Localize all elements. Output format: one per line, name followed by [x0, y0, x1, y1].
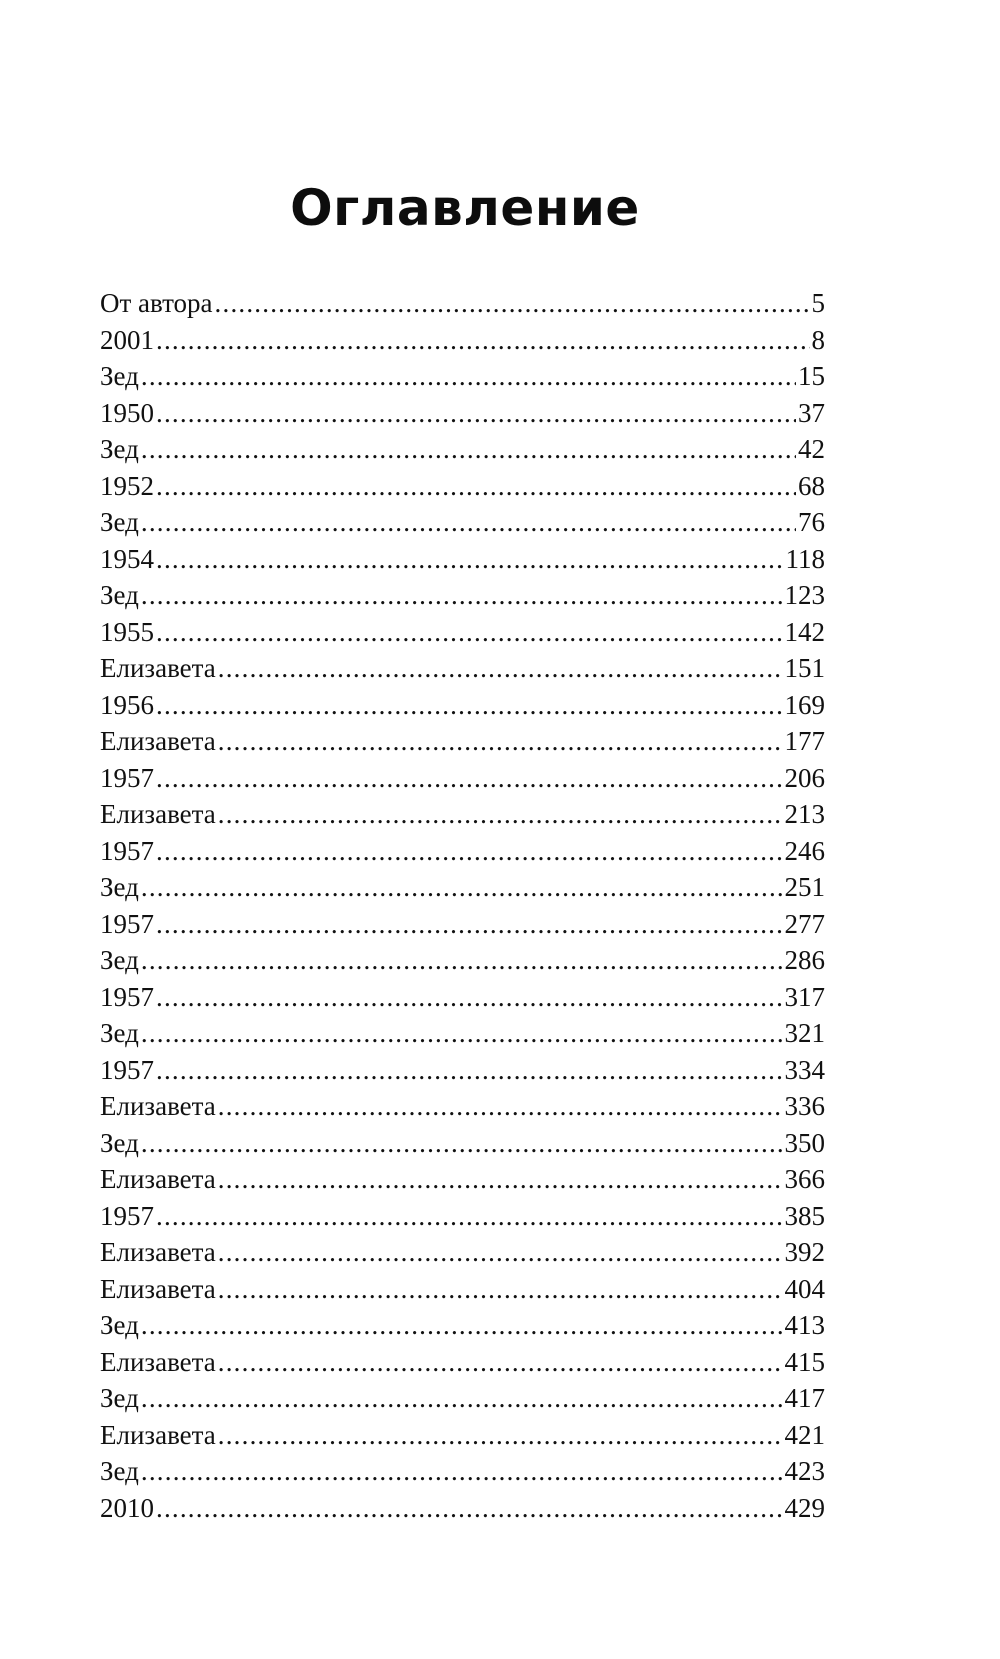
toc-entry-label: От автора [100, 288, 213, 318]
toc-entry [100, 504, 825, 541]
toc-entry-label: Зед [100, 580, 139, 610]
toc-entry-page-number: 417 [784, 1383, 825, 1413]
dot-leader [141, 504, 796, 541]
toc-entry-page-number: 76 [798, 507, 825, 537]
toc-entry-label: Елизавета [100, 1273, 216, 1304]
toc-entry-page-number: 123 [784, 580, 825, 610]
toc-entry-page-number: 350 [784, 1127, 825, 1158]
toc-entry-label: 1957 [100, 762, 154, 793]
toc-entry-label: Зед [100, 507, 139, 537]
toc-entry [100, 358, 825, 395]
dot-leader [218, 1088, 783, 1125]
toc-entry-label: Зед [100, 1018, 139, 1048]
toc-entry [100, 1307, 825, 1344]
toc-entry-page-number: 142 [784, 616, 825, 647]
toc-entry-page-number: 404 [784, 1273, 825, 1304]
toc-entry [100, 650, 825, 687]
toc-entry-page-number: 246 [784, 835, 825, 866]
toc-entry-label: Елизавета [100, 1164, 216, 1194]
toc-entry-page-number: 206 [784, 762, 825, 793]
toc-entry-label: 2001 [100, 324, 154, 355]
toc-entry-page-number: 413 [784, 1310, 825, 1340]
dot-leader [156, 322, 810, 359]
toc-entry [100, 796, 825, 833]
toc-entry-label: 1957 [100, 835, 154, 866]
toc-entry-label: Зед [100, 434, 139, 464]
toc-entry-label: Елизавета [100, 1091, 216, 1121]
toc-entry [100, 395, 825, 432]
toc-entry-label: 1956 [100, 689, 154, 720]
dot-leader [141, 358, 796, 395]
dot-leader [141, 1380, 783, 1417]
toc-entry [100, 1271, 825, 1308]
dot-leader [141, 942, 783, 979]
toc-entry [100, 541, 825, 578]
toc-entry [100, 285, 825, 322]
dot-leader [141, 1125, 783, 1162]
toc-entry [100, 1490, 825, 1527]
dot-leader [156, 395, 796, 432]
toc-entry-page-number: 8 [811, 324, 825, 355]
toc-entry-page-number: 37 [798, 397, 825, 428]
toc-entry-page-number: 118 [785, 543, 825, 574]
toc-entry [100, 723, 825, 760]
toc-entry [100, 1015, 825, 1052]
toc-entry-label: 1957 [100, 981, 154, 1012]
toc-entry-label: Зед [100, 1456, 139, 1486]
toc-entry-page-number: 423 [784, 1456, 825, 1486]
toc-entry [100, 577, 825, 614]
toc-entry-page-number: 334 [784, 1054, 825, 1085]
toc-entry [100, 1344, 825, 1381]
toc-entry [100, 942, 825, 979]
toc-entry-page-number: 68 [798, 470, 825, 501]
toc-entry-label: Зед [100, 1127, 139, 1158]
dot-leader [141, 431, 796, 468]
toc-entry [100, 906, 825, 943]
toc-entry-page-number: 5 [811, 288, 825, 318]
toc-entry [100, 1125, 825, 1162]
dot-leader [156, 1198, 783, 1235]
toc-entry [100, 431, 825, 468]
dot-leader [218, 1161, 783, 1198]
toc-entry-page-number: 421 [784, 1419, 825, 1450]
toc-entry [100, 1417, 825, 1454]
toc-entry-page-number: 385 [784, 1200, 825, 1231]
toc-entry-label: Зед [100, 361, 139, 391]
dot-leader [156, 979, 783, 1016]
toc-entry-page-number: 366 [784, 1164, 825, 1194]
toc-entry-page-number: 415 [784, 1346, 825, 1377]
dot-leader [156, 468, 796, 505]
dot-leader [156, 614, 783, 651]
toc-entry-label: 1957 [100, 1054, 154, 1085]
toc-entry-label: 1950 [100, 397, 154, 428]
dot-leader [141, 577, 783, 614]
dot-leader [141, 1307, 783, 1344]
toc-entry-label: Зед [100, 1310, 139, 1340]
table-of-contents [100, 285, 825, 1526]
toc-entry [100, 1198, 825, 1235]
toc-entry-label: 1952 [100, 470, 154, 501]
toc-entry-page-number: 317 [784, 981, 825, 1012]
toc-entry-page-number: 321 [784, 1018, 825, 1048]
toc-entry-page-number: 277 [784, 908, 825, 939]
toc-entry-page-number: 15 [798, 361, 825, 391]
dot-leader [156, 687, 783, 724]
toc-entry-label: Елизавета [100, 1237, 216, 1267]
dot-leader [156, 1052, 783, 1089]
toc-entry [100, 614, 825, 651]
toc-entry-label: Зед [100, 872, 139, 902]
toc-entry [100, 687, 825, 724]
toc-entry [100, 1453, 825, 1490]
toc-entry-label: 1957 [100, 908, 154, 939]
toc-entry [100, 979, 825, 1016]
toc-entry-label: Зед [100, 1383, 139, 1413]
toc-entry-page-number: 42 [798, 434, 825, 464]
toc-entry-label: 1957 [100, 1200, 154, 1231]
dot-leader [218, 1271, 783, 1308]
toc-entry-label: Елизавета [100, 1346, 216, 1377]
toc-entry-page-number: 169 [784, 689, 825, 720]
toc-entry [100, 869, 825, 906]
dot-leader [218, 723, 783, 760]
toc-entry-page-number: 213 [784, 799, 825, 829]
toc-entry [100, 1161, 825, 1198]
dot-leader [218, 1417, 783, 1454]
toc-entry-label: 1955 [100, 616, 154, 647]
dot-leader [141, 1015, 783, 1052]
toc-entry-label: 1954 [100, 543, 154, 574]
toc-entry-label: 2010 [100, 1492, 154, 1523]
toc-entry-page-number: 286 [784, 945, 825, 975]
toc-entry-label: Зед [100, 945, 139, 975]
toc-entry [100, 1380, 825, 1417]
toc-entry-page-number: 429 [784, 1492, 825, 1523]
dot-leader [141, 869, 783, 906]
toc-entry-label: Елизавета [100, 799, 216, 829]
toc-entry-label: Елизавета [100, 1419, 216, 1450]
toc-entry-page-number: 151 [784, 653, 825, 683]
toc-entry-page-number: 392 [784, 1237, 825, 1267]
dot-leader [141, 1453, 783, 1490]
dot-leader [156, 760, 783, 797]
dot-leader [156, 1490, 783, 1527]
dot-leader [156, 541, 784, 578]
toc-entry-page-number: 177 [784, 726, 825, 756]
toc-entry [100, 1088, 825, 1125]
toc-entry [100, 468, 825, 505]
toc-entry [100, 760, 825, 797]
page-title: Оглавление [290, 179, 640, 237]
toc-entry-label: Елизавета [100, 653, 216, 683]
dot-leader [218, 796, 783, 833]
dot-leader [218, 1344, 783, 1381]
dot-leader [156, 906, 783, 943]
dot-leader [156, 833, 783, 870]
dot-leader [218, 650, 783, 687]
toc-entry-label: Елизавета [100, 726, 216, 756]
toc-entry-page-number: 251 [784, 872, 825, 902]
toc-entry [100, 833, 825, 870]
toc-entry [100, 322, 825, 359]
toc-entry [100, 1234, 825, 1271]
dot-leader [215, 285, 810, 322]
toc-entry [100, 1052, 825, 1089]
dot-leader [218, 1234, 783, 1271]
toc-entry-page-number: 336 [784, 1091, 825, 1121]
